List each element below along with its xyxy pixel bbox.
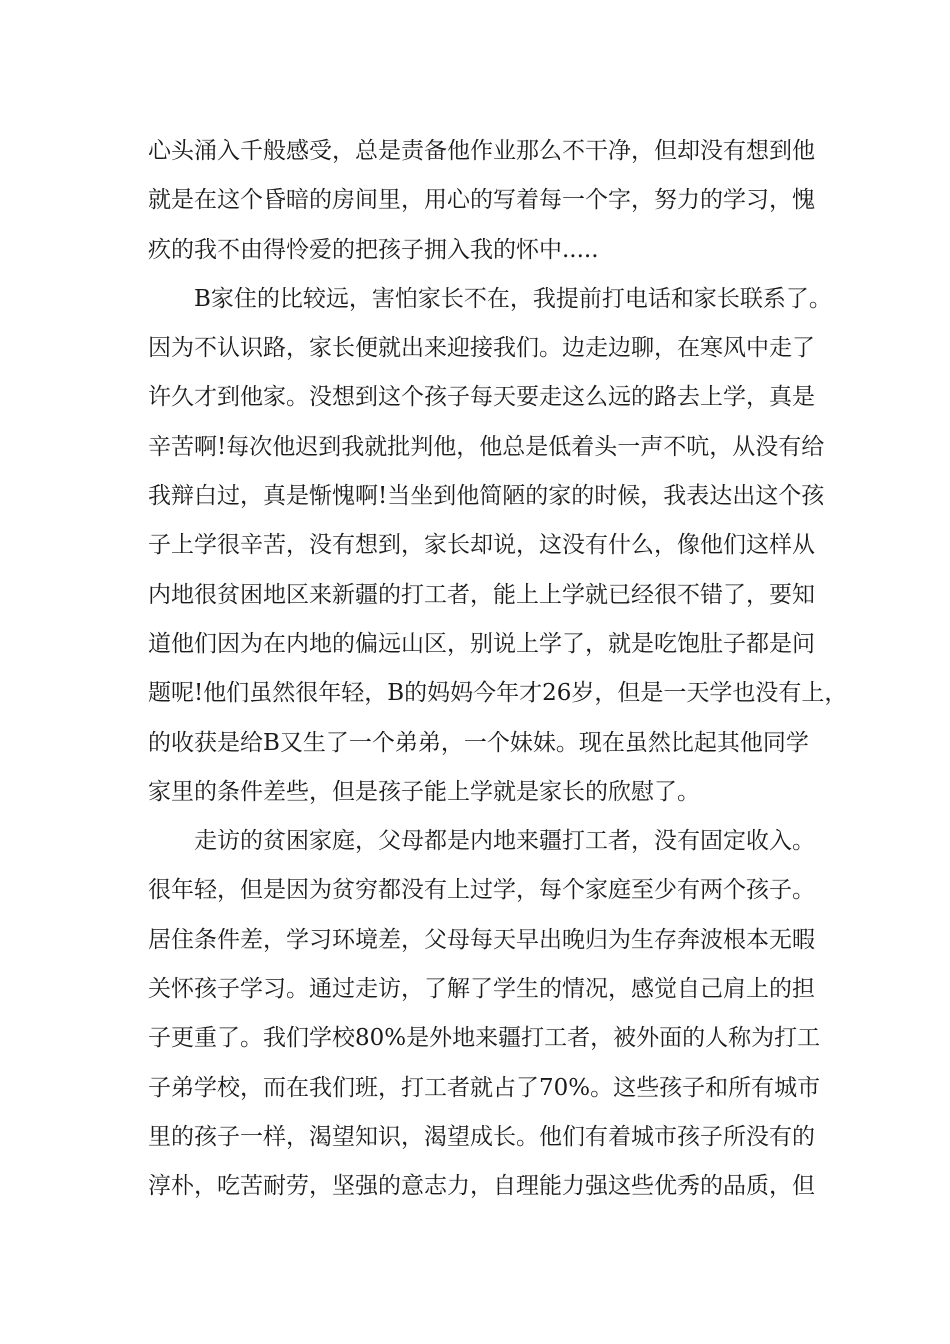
text-line: 疚的我不由得怜爱的把孩子拥入我的怀中..... [148, 236, 599, 263]
text-line: 居住条件差，学习环境差，父母每天早出晚归为生存奔波根本无暇 [148, 926, 815, 953]
text-line: 的收获是给B又生了一个弟弟，一个妹妹。现在虽然比起其他同学 [148, 729, 809, 756]
text-line: 内地很贫困地区来新疆的打工者，能上上学就已经很不错了，要知 [148, 581, 815, 608]
text-line: 许久才到他家。没想到这个孩子每天要走这么远的路去上学，真是 [148, 384, 815, 411]
text-line: B家住的比较远，害怕家长不在，我提前打电话和家长联系了。 [194, 285, 832, 312]
text-line: 因为不认识路，家长便就出来迎接我们。边走边聊，在寒风中走了 [148, 335, 815, 362]
paragraph-2 [148, 275, 848, 817]
text-line: 里的孩子一样，渴望知识，渴望成长。他们有着城市孩子所没有的 [148, 1123, 815, 1150]
text-line: 我辩白过，真是惭愧啊!当坐到他简陋的家的时候，我表达出这个孩 [148, 483, 825, 510]
text-line: 家里的条件差些，但是孩子能上学就是家长的欣慰了。 [148, 778, 700, 805]
text-line: 子更重了。我们学校80%是外地来疆打工者，被外面的人称为打工 [148, 1025, 821, 1052]
text-line: 辛苦啊!每次他迟到我就批判他，他总是低着头一声不吭，从没有给 [148, 433, 825, 460]
text-line: 心头涌入千般感受，总是责备他作业那么不干净，但却没有想到他 [148, 138, 815, 164]
text-line: 走访的贫困家庭，父母都是内地来疆打工者，没有固定收入。 [194, 828, 815, 855]
text-line: 就是在这个昏暗的房间里，用心的写着每一个字，努力的学习，愧 [148, 187, 815, 214]
body-text [148, 127, 848, 1212]
text-line: 道他们因为在内地的偏远山区，别说上学了，就是吃饱肚子都是问 [148, 630, 815, 657]
text-line: 子弟学校，而在我们班，打工者就占了70%。这些孩子和所有城市 [148, 1074, 821, 1101]
text-line: 题呢!他们虽然很年轻，B的妈妈今年才26岁，但是一天学也没有上， [148, 680, 848, 707]
paragraph-1 [148, 127, 848, 275]
text-line: 很年轻，但是因为贫穷都没有上过学，每个家庭至少有两个孩子。 [148, 877, 815, 904]
text-line: 关怀孩子学习。通过走访，了解了学生的情况，感觉自己肩上的担 [148, 976, 815, 1003]
text-line: 淳朴，吃苦耐劳，坚强的意志力，自理能力强这些优秀的品质，但 [148, 1173, 815, 1200]
text-line: 子上学很辛苦，没有想到，家长却说，这没有什么，像他们这样从 [148, 532, 815, 559]
paragraph-3 [148, 817, 848, 1211]
